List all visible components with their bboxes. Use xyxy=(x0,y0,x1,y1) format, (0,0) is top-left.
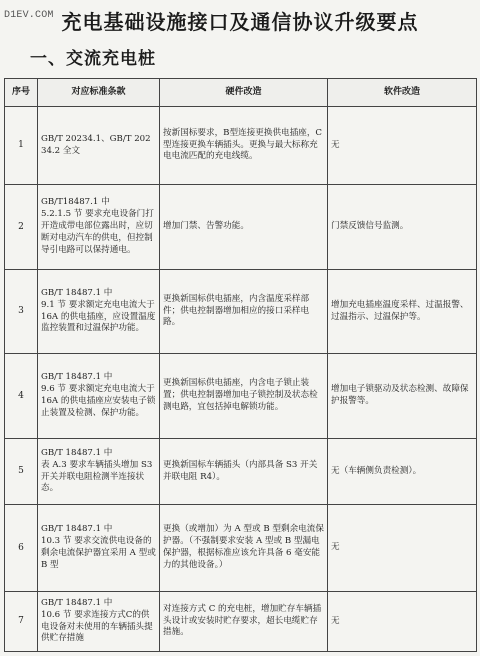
standard-clause-cell xyxy=(38,270,160,354)
standard-clause-cell xyxy=(38,354,160,439)
clause-text: 表 A.3 要求车辆插头增加 S3 开关并联电阻检测半连接状态。 xyxy=(41,459,153,494)
standard-reference: GB/T 18487.1 中 xyxy=(41,597,113,608)
table-header-row xyxy=(5,79,477,107)
standard-reference: GB/T 18487.1 中 xyxy=(41,372,113,383)
standard-reference: GB/T 20234.1、GB/T 20234.2 全文 xyxy=(41,133,151,156)
software-change-cell: 无 xyxy=(328,505,477,592)
hardware-change-cell: 对连接方式 C 的充电桩，增加贮存车辆插头设计或安装时贮存要求，超长电缆贮存措施。 xyxy=(160,592,328,652)
table-row xyxy=(5,592,477,652)
header-number: 序号 xyxy=(5,79,38,107)
hardware-change-cell: 按新国标要求，B型连接更换供电插座，C型连接更换车辆插头。更换与最大标称充电电流匹配的充电线缆。 xyxy=(160,107,328,185)
standard-reference: GB/T18487.1 中 xyxy=(41,197,110,208)
hardware-change-cell: 更换（或增加）为 A 型或 B 型剩余电流保护器。（不强制要求安装 A 型或 B 型漏电保护器，根据标准应该允许具备 6 毫安能力的其他设备。） xyxy=(160,505,328,592)
standard-clause-cell xyxy=(38,592,160,652)
row-number: 6 xyxy=(5,505,38,592)
row-number: 7 xyxy=(5,592,38,652)
requirements-table xyxy=(4,78,477,652)
table-row xyxy=(5,185,477,270)
software-change-cell: 无 xyxy=(328,592,477,652)
table-row xyxy=(5,505,477,592)
standard-reference: GB/T 18487.1 中 xyxy=(41,287,113,298)
row-number: 3 xyxy=(5,270,38,354)
software-change-cell: 无（车辆侧负责检测）。 xyxy=(328,439,477,505)
table-row xyxy=(5,270,477,354)
software-change-cell: 增加电子锁驱动及状态检测、故障保护报警等。 xyxy=(328,354,477,439)
row-number: 1 xyxy=(5,107,38,185)
clause-text: 10.3 节 要求交流供电设备的剩余电流保护器宜采用 A 型或 B 型 xyxy=(41,536,156,570)
site-watermark: D1EV.COM xyxy=(4,10,54,21)
standard-reference: GB/T 18487.1 中 xyxy=(41,447,113,458)
hardware-change-cell: 更换新国标供电插座，内含温度采样部件；供电控制器增加相应的接口采样电路。 xyxy=(160,270,328,354)
standard-clause-cell xyxy=(38,185,160,270)
standard-clause-cell xyxy=(38,439,160,505)
row-number: 5 xyxy=(5,439,38,505)
hardware-change-cell: 更换新国标车辆插头（内部具备 S3 开关并联电阻 R4）。 xyxy=(160,439,328,505)
clause-text: 5.2.1.5 节 要求充电设备门打开造成带电部位露出时，应切断对电动汽车的供电，但控制导引电路可以保持通电。 xyxy=(41,209,154,255)
standard-clause-cell xyxy=(38,505,160,592)
hardware-change-cell: 更换新国标供电插座，内含电子锁止装置；供电控制器增加电子锁控制及状态检测电路，宜包括掉电解锁功能。 xyxy=(160,354,328,439)
table-row xyxy=(5,107,477,185)
software-change-cell: 无 xyxy=(328,107,477,185)
table-row xyxy=(5,439,477,505)
row-number: 2 xyxy=(5,185,38,270)
standard-reference: GB/T 18487.1 中 xyxy=(41,524,113,535)
software-change-cell: 门禁反馈信号监测。 xyxy=(328,185,477,270)
section-heading: 一、交流充电桩 xyxy=(30,49,156,69)
clause-text: 9.6 节 要求额定充电电流大于 16A 的供电插座应安装电子锁止装置及检测、保护功能。 xyxy=(41,384,156,418)
table-row xyxy=(5,354,477,439)
software-change-cell: 增加充电插座温度采样、过温报警、过温指示、过温保护等。 xyxy=(328,270,477,354)
page-title: 充电基础设施接口及通信协议升级要点 xyxy=(61,10,419,34)
row-number: 4 xyxy=(5,354,38,439)
header-standard-clause: 对应标准条款 xyxy=(38,79,160,107)
hardware-change-cell: 增加门禁、告警功能。 xyxy=(160,185,328,270)
clause-text: 10.6 节 要求连接方式C的供电设备对未使用的车辆插头提供贮存措施 xyxy=(41,609,153,644)
header-hardware-change: 硬件改造 xyxy=(160,79,328,107)
header-software-change: 软件改造 xyxy=(328,79,477,107)
standard-clause-cell xyxy=(38,107,160,185)
clause-text: 9.1 节 要求额定充电电流大于 16A 的供电插座，应设置温度监控装置和过温保护功能。 xyxy=(41,299,156,334)
